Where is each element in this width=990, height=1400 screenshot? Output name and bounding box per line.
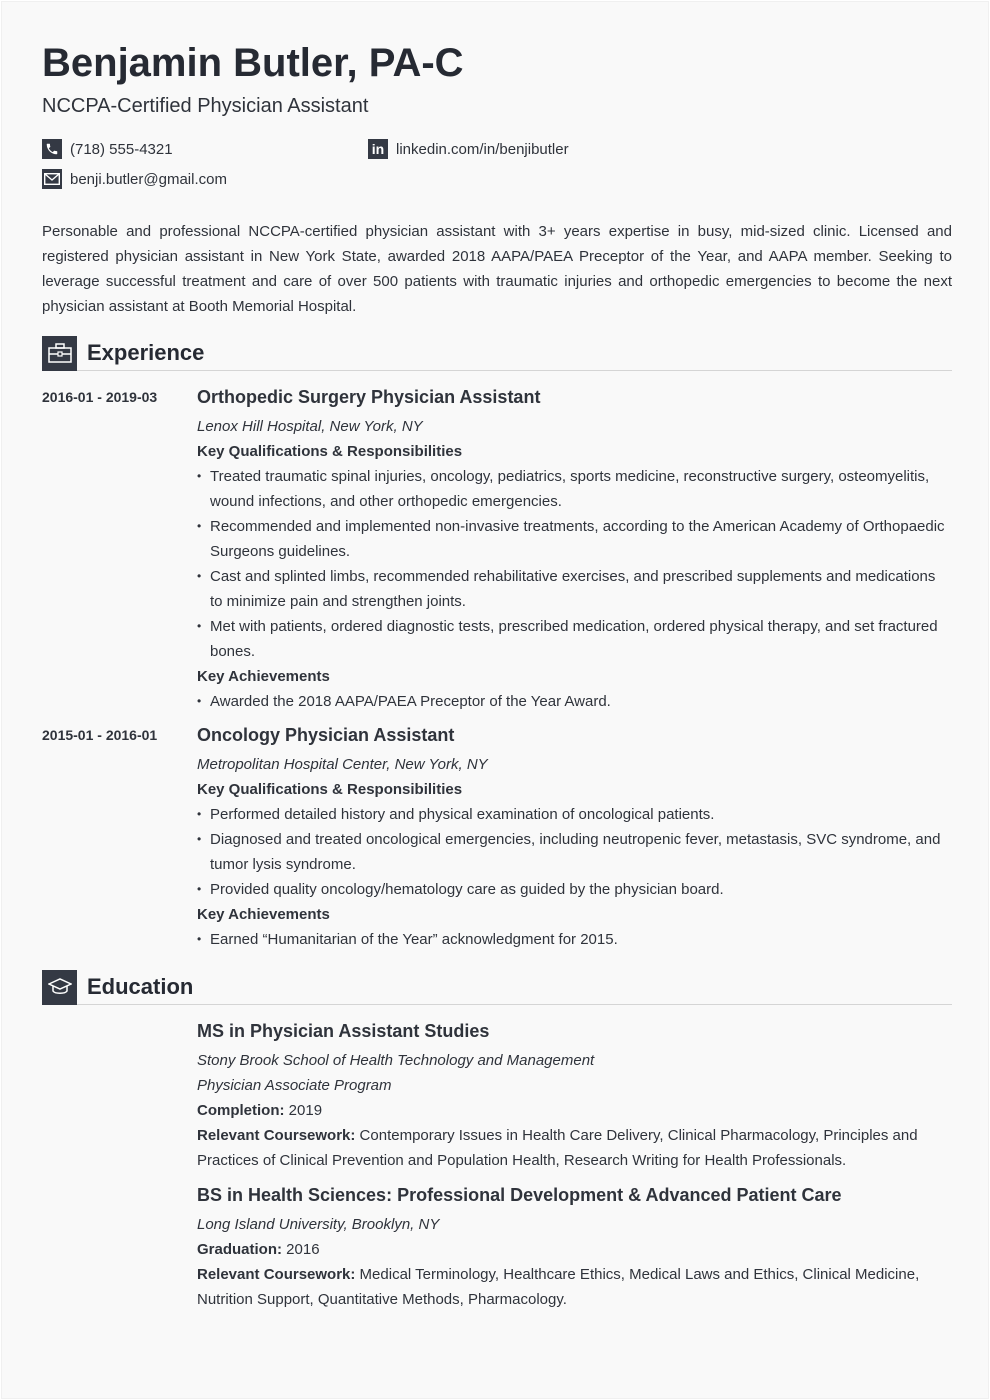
list-item: • Cast and splinted limbs, recommended rehabilitative exercises, and prescribed supplements and medications to minimize pain and strengthen joints. — [197, 564, 952, 614]
coursework-label: Relevant Coursework: — [197, 1127, 356, 1144]
summary: Personable and professional NCCPA-certified physician assistant with 3+ years expertise in busy, mid-sized clinic. Licensed and registered physician assistant in New York State, awarded 2018 AAPA/PAEA Preceptor of the Year, and AAPA member. Seeking to leverage successful treatment and care of over 500 patients with traumatic injuries and orthopedic emergencies to become the next physician assistant at Booth Memorial Hospital. — [42, 223, 952, 315]
section-title: Experience — [87, 340, 205, 365]
linkedin-link[interactable]: linkedin.com/in/benjibutler — [396, 140, 569, 158]
education-entry — [42, 1019, 952, 1173]
linkedin[interactable] — [368, 139, 569, 159]
list-item: • Recommended and implemented non-invasive treatments, according to the American Academy of Orthopaedic Surgeons guidelines. — [197, 514, 952, 564]
subheading: Key Qualifications & Responsibilities — [197, 781, 463, 798]
program: Physician Associate Program — [197, 1077, 392, 1094]
email-icon — [42, 169, 62, 189]
coursework: Contemporary Issues in Health Care Delivery, Clinical Pharmacology, Principles and Practices of Clinical Prevention and Population Health, Research Writing for Health Professionals. — [197, 1127, 918, 1169]
date-value: 2019 — [284, 1102, 323, 1119]
email-link[interactable]: benji.butler@gmail.com — [70, 170, 227, 188]
education-section-header — [42, 970, 952, 1005]
job-dates: 2016-01 - 2019-03 — [42, 389, 158, 405]
email[interactable] — [42, 169, 227, 189]
subheading: Key Achievements — [197, 906, 330, 923]
school: Long Island University, Brooklyn, NY — [197, 1216, 440, 1233]
linkedin-icon: in — [368, 139, 388, 159]
job-title: Oncology Physician Assistant — [197, 725, 455, 745]
degree-title: BS in Health Sciences: Professional Development & Advanced Patient Care — [197, 1185, 842, 1205]
list-item: • Earned “Humanitarian of the Year” acknowledgment for 2015. — [197, 927, 952, 952]
school: Stony Brook School of Health Technology and Management — [197, 1052, 595, 1069]
list-item: • Awarded the 2018 AAPA/PAEA Preceptor of the Year Award. — [197, 689, 952, 714]
experience-section-header — [42, 336, 952, 371]
phone-icon — [42, 139, 62, 159]
coursework-label: Relevant Coursework: — [197, 1266, 356, 1283]
list-item: • Treated traumatic spinal injuries, oncology, pediatrics, sports medicine, reconstructive surgery, osteomyelitis, wound infections, and other orthopedic emergencies. — [197, 464, 952, 514]
subheading: Key Achievements — [197, 668, 330, 685]
job-employer: Lenox Hill Hospital, New York, NY — [197, 418, 423, 435]
date-label: Graduation: — [197, 1241, 282, 1258]
section-title: Education — [87, 974, 194, 999]
coursework: Medical Terminology, Healthcare Ethics, Medical Laws and Ethics, Clinical Medicine, Nutrition Support, Quantitative Methods, Pharmacology. — [197, 1266, 920, 1308]
candidate-title: NCCPA-Certified Physician Assistant — [42, 95, 369, 117]
phone-text: (718) 555-4321 — [70, 140, 173, 158]
list-item: • Performed detailed history and physical examination of oncological patients. — [197, 802, 952, 827]
list-item: • Met with patients, ordered diagnostic tests, prescribed medication, ordered physical therapy, and set fractured bones. — [197, 614, 952, 664]
graduation-cap-icon — [42, 970, 77, 1005]
list-item: • Provided quality oncology/hematology care as guided by the physician board. — [197, 877, 952, 902]
briefcase-icon — [42, 336, 77, 371]
subheading: Key Qualifications & Responsibilities — [197, 443, 463, 460]
resume-page — [1, 1, 989, 1399]
phone — [42, 139, 173, 159]
job-entry — [42, 723, 952, 952]
contact-info — [42, 139, 952, 199]
job-title: Orthopedic Surgery Physician Assistant — [197, 387, 541, 407]
degree-title: MS in Physician Assistant Studies — [197, 1021, 490, 1041]
date-label: Completion: — [197, 1102, 285, 1119]
job-employer: Metropolitan Hospital Center, New York, NY — [197, 756, 488, 773]
date-value: 2016 — [282, 1241, 320, 1258]
job-entry — [42, 385, 952, 714]
candidate-name: Benjamin Butler, PA-C — [42, 41, 464, 85]
education-entry — [42, 1183, 952, 1312]
job-dates: 2015-01 - 2016-01 — [42, 727, 158, 743]
list-item: • Diagnosed and treated oncological emergencies, including neutropenic fever, metastasis, SVC syndrome, and tumor lysis syndrome. — [197, 827, 952, 877]
